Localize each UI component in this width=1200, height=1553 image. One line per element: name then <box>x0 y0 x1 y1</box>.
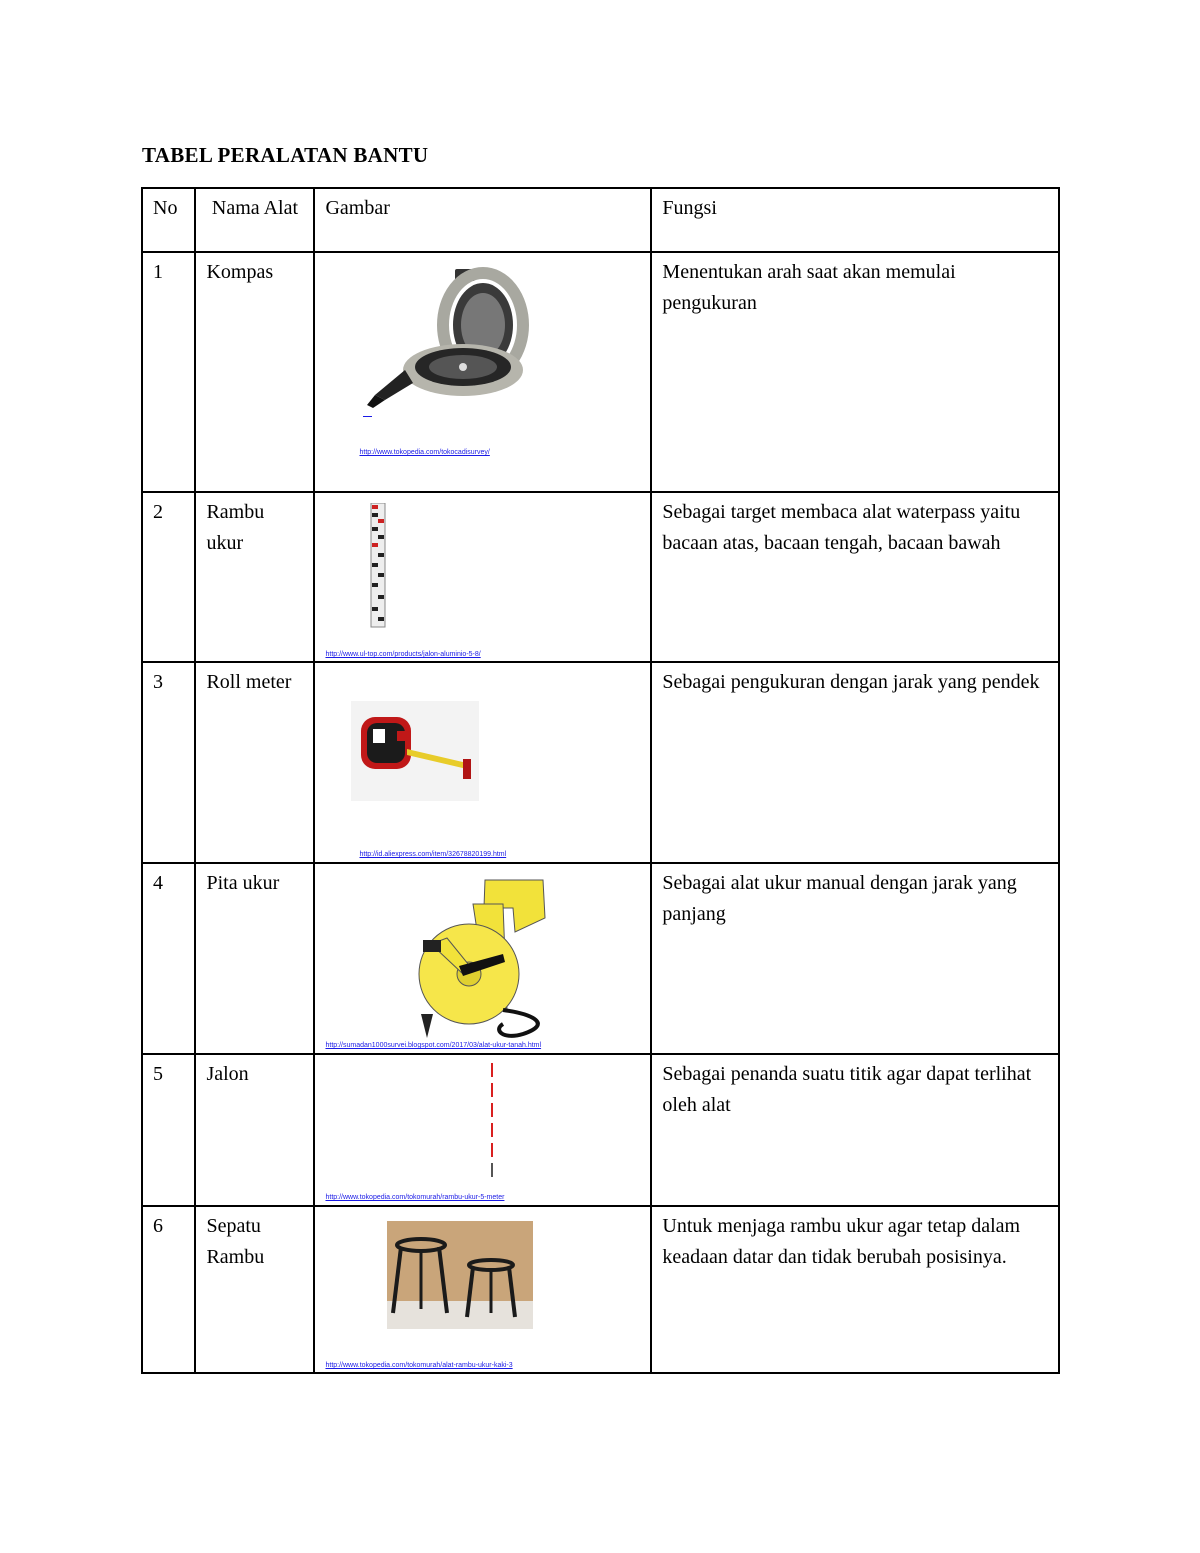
picture-cell <box>314 1054 651 1206</box>
leveling-staff-image <box>369 503 389 629</box>
image-source-link[interactable]: http://sumadan1000survei.blogspot.com/2017/03/alat-ukur-tanah.html <box>325 1042 542 1049</box>
header-function: Fungsi <box>651 188 1059 252</box>
row-name: Roll meter <box>206 671 292 693</box>
picture-cell <box>314 252 651 492</box>
row-function: Sebagai alat ukur manual dengan jarak yang panjang <box>662 872 1017 925</box>
table-row <box>142 1054 1059 1206</box>
compass-image <box>365 265 535 410</box>
measuring-tape-reel-image <box>403 874 553 1042</box>
row-name: Kompas <box>206 261 274 283</box>
row-function: Sebagai target membaca alat waterpass yaitu bacaan atas, bacaan tengah, bacaan bawah <box>662 501 1021 554</box>
picture-cell <box>314 863 651 1054</box>
picture-cell <box>314 1206 651 1373</box>
table-row <box>142 1206 1059 1373</box>
table-row <box>142 492 1059 662</box>
row-no: 2 <box>153 501 163 523</box>
header-no: No <box>142 188 195 252</box>
row-function: Sebagai penanda suatu titik agar dapat terlihat oleh alat <box>662 1063 1032 1116</box>
table-header-row <box>142 188 1059 252</box>
staff-stand-image <box>387 1221 533 1329</box>
row-name: Rambu ukur <box>206 501 265 554</box>
page-title: TABEL PERALATAN BANTU <box>142 143 429 167</box>
image-source-link[interactable]: http://id.aliexpress.com/item/32678820199.html <box>359 851 507 858</box>
image-source-link[interactable]: http://www.ul-top.com/products/jalon-aluminio-5-8/ <box>325 651 481 658</box>
tape-measure-image <box>351 701 479 801</box>
row-no: 5 <box>153 1063 163 1085</box>
picture-cell <box>314 662 651 863</box>
table-row <box>142 252 1059 492</box>
row-function: Untuk menjaga rambu ukur agar tetap dalam keadaan datar dan tidak berubah posisinya. <box>662 1215 1021 1268</box>
ranging-pole-image <box>489 1061 495 1181</box>
image-source-link[interactable]: http://www.tokopedia.com/tokocadisurvey/ <box>359 449 490 456</box>
table-row <box>142 863 1059 1054</box>
row-name: Pita ukur <box>206 872 280 894</box>
row-no: 6 <box>153 1215 163 1237</box>
row-name: Sepatu Rambu <box>206 1215 265 1268</box>
picture-cell <box>314 492 651 662</box>
link-underline-mark <box>363 416 372 417</box>
header-name: Nama Alat <box>195 188 314 252</box>
image-source-link[interactable]: http://www.tokopedia.com/tokomurah/alat-rambu-ukur-kaki-3 <box>325 1362 513 1369</box>
header-picture: Gambar <box>314 188 651 252</box>
row-no: 1 <box>153 261 163 283</box>
row-no: 4 <box>153 872 163 894</box>
tools-table <box>141 187 1060 1374</box>
row-function: Menentukan arah saat akan memulai pengukuran <box>662 261 956 314</box>
table-row <box>142 662 1059 863</box>
row-name: Jalon <box>206 1063 249 1085</box>
row-function: Sebagai pengukuran dengan jarak yang pendek <box>662 671 1040 693</box>
row-no: 3 <box>153 671 163 693</box>
image-source-link[interactable]: http://www.tokopedia.com/tokomurah/rambu-ukur-5-meter <box>325 1194 505 1201</box>
